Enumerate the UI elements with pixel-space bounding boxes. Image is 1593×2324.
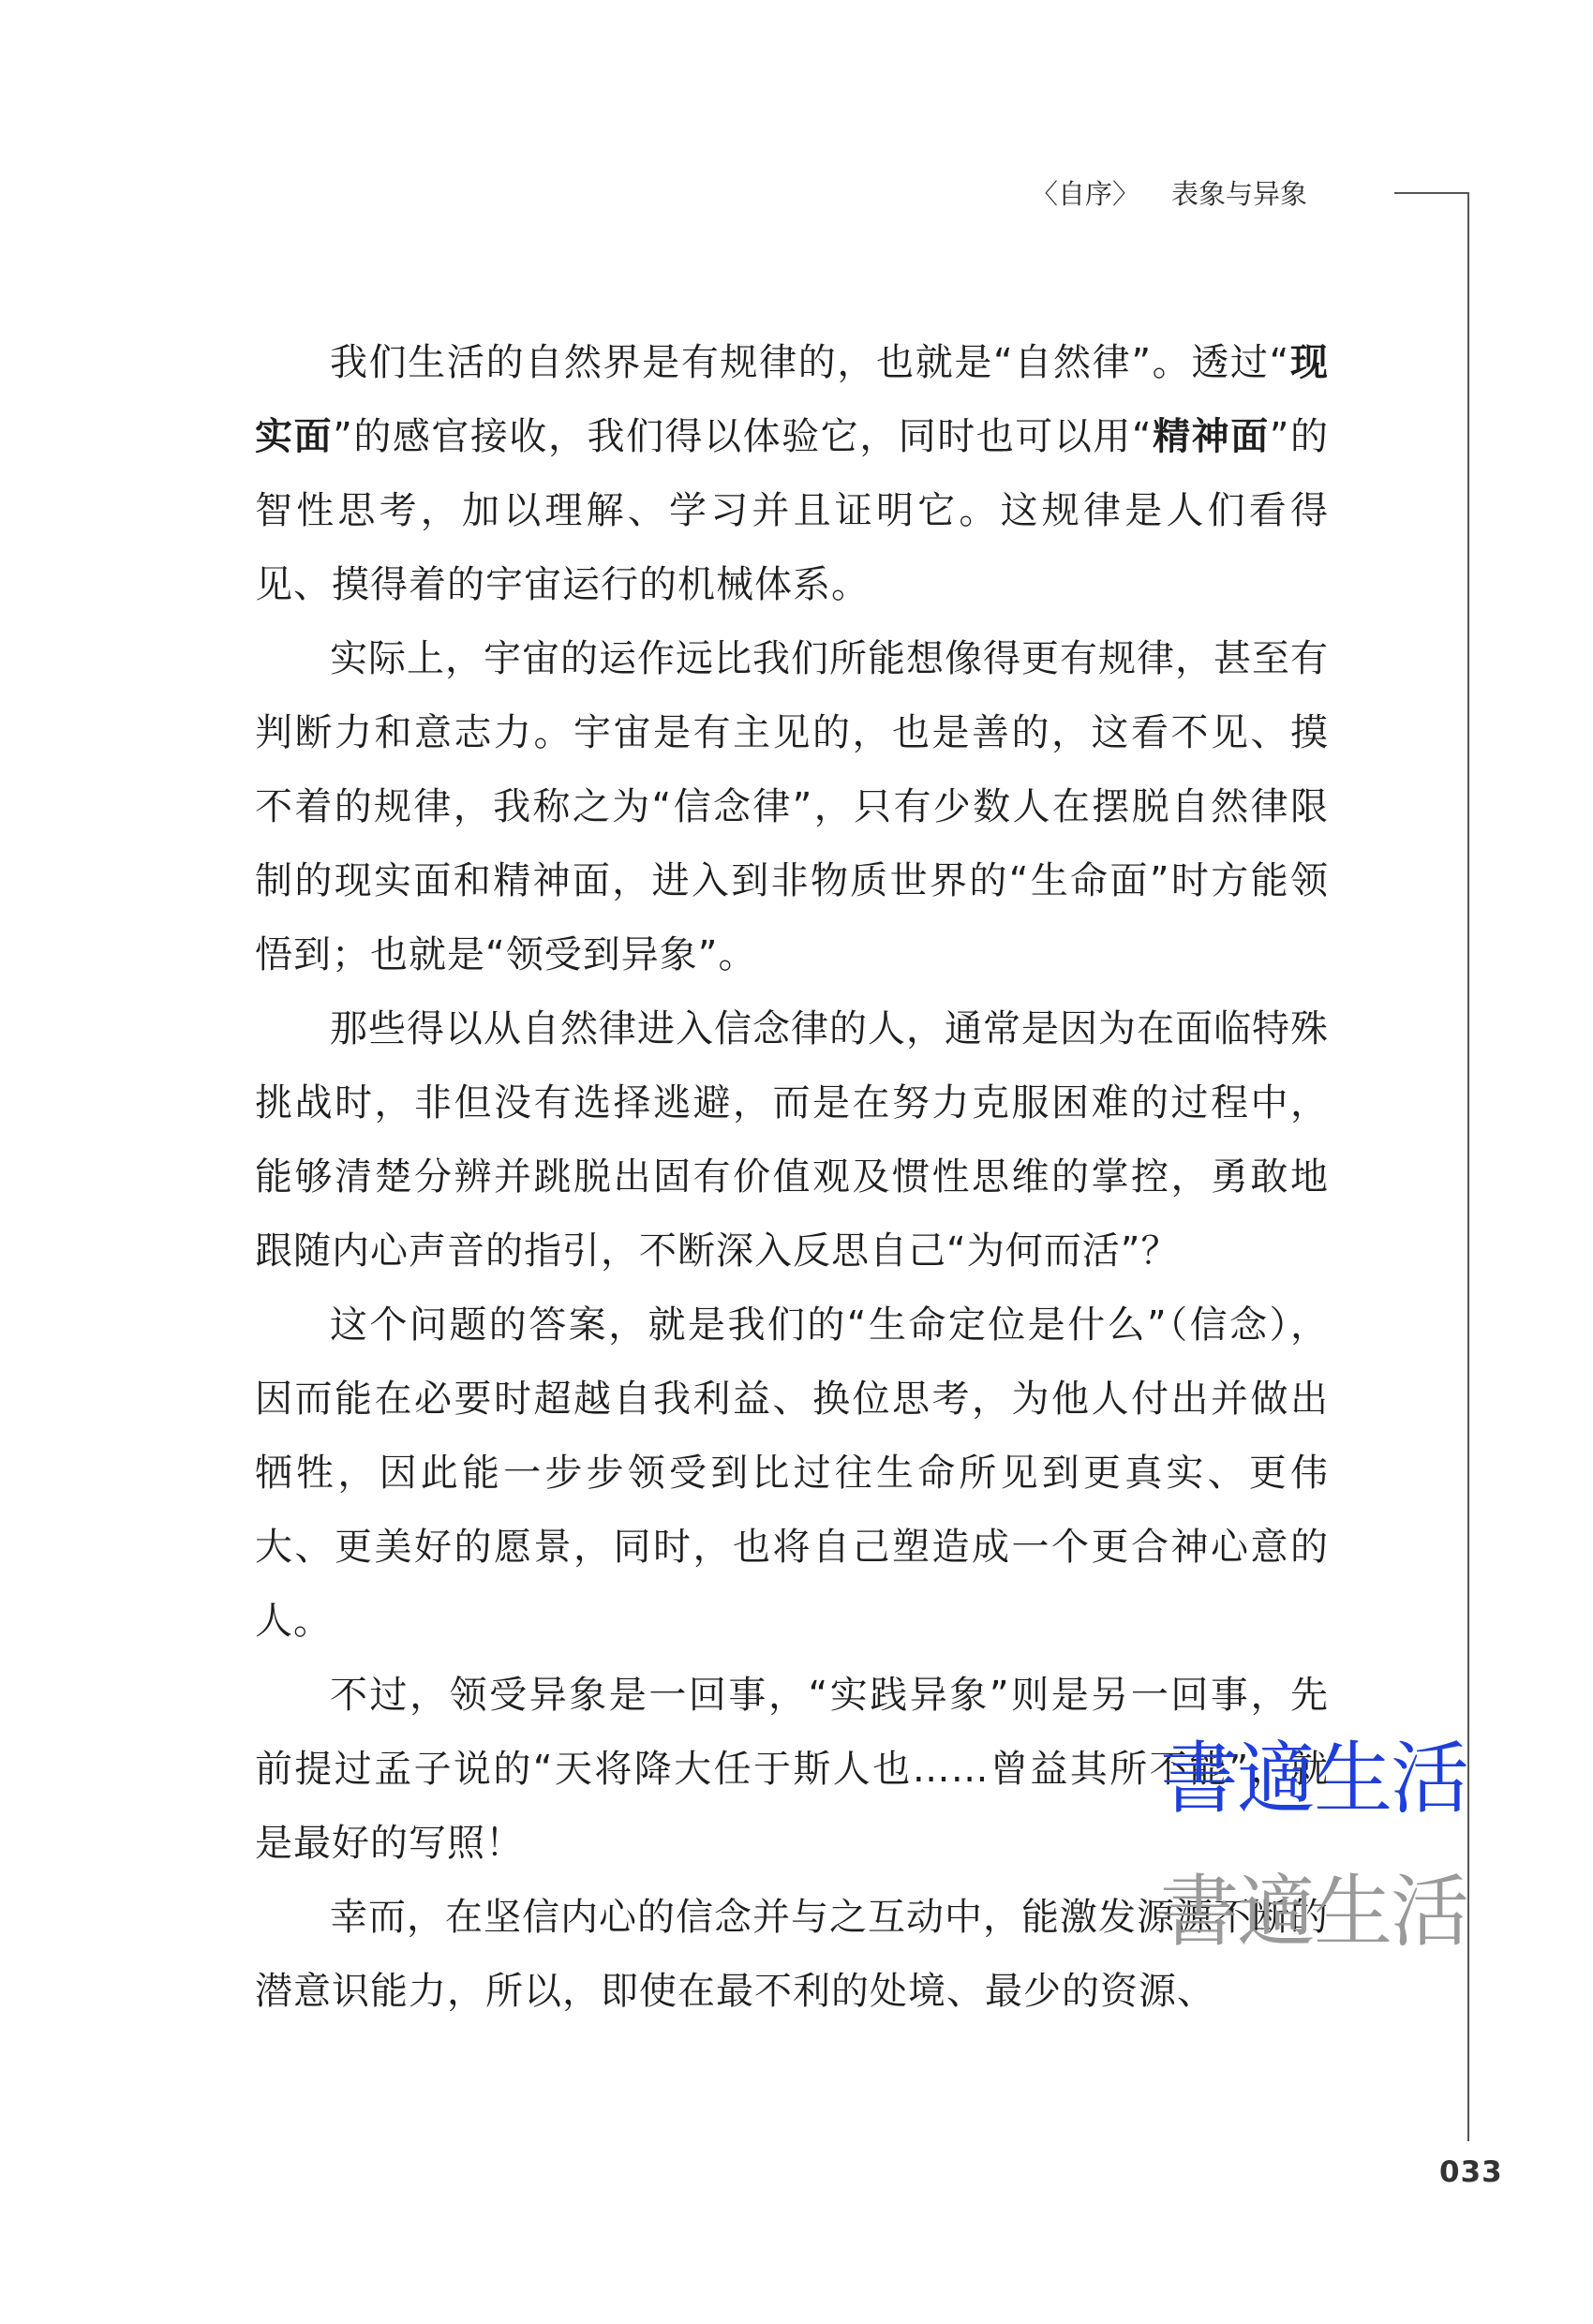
paragraph: 不过，领受异象是一回事，“实践异象”则是另一回事，先前提过孟子说的“天将降大任于斯人也……曾益其所不能”，就是最好的写照！ [255,1674,1329,1865]
bold-term: 精神面 [1152,415,1270,458]
watermark-blue: 書適生活 [1160,1733,1468,1825]
page-number: 033 [1439,2155,1503,2189]
paragraph: 那些得以从自然律进入信念律的人，通常是因为在面临特殊挑战时，非但没有选择逃避，而是在努力克服困难的过程中，能够清楚分辨并跳脱出固有价值观及惯性思维的掌控，勇敢地跟随内心声音的指引，不断深入反思自己“为何而活”？ [255,1007,1329,1273]
paragraph: 幸而，在坚信内心的信念并与之互动中，能激发源源不断的潜意识能力，所以，即使在最不利的处境、最少的资源、 [255,1896,1329,2013]
header-chapter: 〈自序〉 [1031,178,1140,210]
paragraph: 这个问题的答案，就是我们的“生命定位是什么”（信念），因而能在必要时超越自我利益、换位思考，为他人付出并做出牺牲，因此能一步步领受到比过往生命所见到更真实、更伟大、更美好的愿景，同时，也将自己塑造成一个更合神心意的人。 [255,1304,1329,1643]
bold-term: 现实面 [255,341,1330,458]
header-rule [1394,192,1467,194]
paragraph: 我们生活的自然界是有规律的，也就是“自然律”。透过“现实面”的感官接收，我们得以体验它，同时也可以用“精神面”的智性思考，加以理解、学习并且证明它。这规律是人们看得见、摸得着的宇宙运行的机械体系。 [255,341,1330,606]
running-header [1031,171,1368,217]
watermark-gray: 書適生活 [1160,1866,1468,1958]
header-section-title: 表象与异象 [1171,178,1308,210]
paragraph: 实际上，宇宙的运作远比我们所能想像得更有规律，甚至有判断力和意志力。宇宙是有主见的，也是善的，这看不见、摸不着的规律，我称之为“信念律”，只有少数人在摆脱自然律限制的现实面和精神面，进入到非物质世界的“生命面”时方能领悟到；也就是“领受到异象”。 [255,637,1329,976]
side-margin-rule [1467,192,1469,2141]
